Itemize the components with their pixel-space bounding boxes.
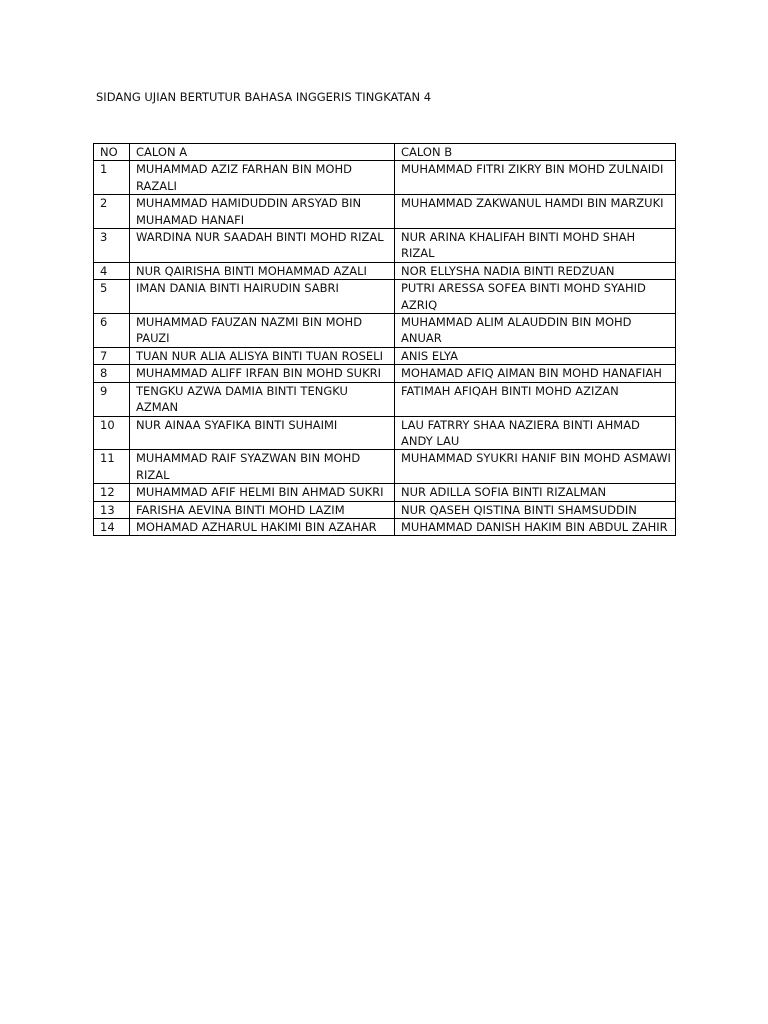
cell-no: 13 [94, 501, 130, 518]
cell-calon-b: NUR QASEH QISTINA BINTI SHAMSUDDIN [395, 501, 676, 518]
cell-no: 4 [94, 262, 130, 279]
cell-no: 3 [94, 229, 130, 263]
table-row [94, 347, 676, 364]
cell-calon-b: MUHAMMAD ALIM ALAUDDIN BIN MOHD ANUAR [395, 314, 676, 348]
cell-no: 6 [94, 314, 130, 348]
table-row [94, 161, 676, 195]
cell-calon-b: NOR ELLYSHA NADIA BINTI REDZUAN [395, 262, 676, 279]
table-row [94, 229, 676, 263]
cell-calon-a: MUHAMMAD FAUZAN NAZMI BIN MOHD PAUZI [130, 314, 395, 348]
cell-calon-a: FARISHA AEVINA BINTI MOHD LAZIM [130, 501, 395, 518]
cell-calon-a: MOHAMAD AZHARUL HAKIMI BIN AZAHAR [130, 518, 395, 535]
cell-no: 2 [94, 195, 130, 229]
cell-no: 12 [94, 484, 130, 501]
table-row [94, 382, 676, 416]
table-row [94, 262, 676, 279]
cell-calon-b: MUHAMMAD DANISH HAKIM BIN ABDUL ZAHIR [395, 518, 676, 535]
cell-calon-b: ANIS ELYA [395, 347, 676, 364]
table-row [94, 501, 676, 518]
header-calon-a: CALON A [130, 144, 395, 161]
cell-no: 14 [94, 518, 130, 535]
candidate-table [93, 143, 676, 536]
cell-no: 8 [94, 365, 130, 382]
cell-calon-b: NUR ADILLA SOFIA BINTI RIZALMAN [395, 484, 676, 501]
cell-calon-a: MUHAMMAD AZIZ FARHAN BIN MOHD RAZALI [130, 161, 395, 195]
table-row [94, 365, 676, 382]
cell-no: 9 [94, 382, 130, 416]
cell-calon-b: MUHAMMAD ZAKWANUL HAMDI BIN MARZUKI [395, 195, 676, 229]
cell-calon-b: PUTRI ARESSA SOFEA BINTI MOHD SYAHID AZRIQ [395, 280, 676, 314]
cell-calon-a: MUHAMMAD ALIFF IRFAN BIN MOHD SUKRI [130, 365, 395, 382]
cell-calon-a: TUAN NUR ALIA ALISYA BINTI TUAN ROSELI [130, 347, 395, 364]
cell-calon-b: NUR ARINA KHALIFAH BINTI MOHD SHAH RIZAL [395, 229, 676, 263]
cell-calon-b: MUHAMMAD SYUKRI HANIF BIN MOHD ASMAWI [395, 450, 676, 484]
table-row [94, 518, 676, 535]
cell-calon-b: MUHAMMAD FITRI ZIKRY BIN MOHD ZULNAIDI [395, 161, 676, 195]
header-calon-b: CALON B [395, 144, 676, 161]
cell-no: 10 [94, 416, 130, 450]
cell-calon-a: NUR QAIRISHA BINTI MOHAMMAD AZALI [130, 262, 395, 279]
table-row [94, 280, 676, 314]
document-title: SIDANG UJIAN BERTUTUR BAHASA INGGERIS TINGKATAN 4 [96, 90, 432, 104]
table-row [94, 450, 676, 484]
table-row [94, 416, 676, 450]
cell-calon-a: MUHAMMAD AFIF HELMI BIN AHMAD SUKRI [130, 484, 395, 501]
table-row [94, 314, 676, 348]
cell-calon-b: MOHAMAD AFIQ AIMAN BIN MOHD HANAFIAH [395, 365, 676, 382]
table-row [94, 484, 676, 501]
cell-calon-b: LAU FATRRY SHAA NAZIERA BINTI AHMAD ANDY LAU [395, 416, 676, 450]
cell-calon-a: TENGKU AZWA DAMIA BINTI TENGKU AZMAN [130, 382, 395, 416]
header-no: NO [94, 144, 130, 161]
table-header-row [94, 144, 676, 161]
cell-calon-b: FATIMAH AFIQAH BINTI MOHD AZIZAN [395, 382, 676, 416]
table-row [94, 195, 676, 229]
table-body [94, 161, 676, 536]
cell-no: 11 [94, 450, 130, 484]
cell-no: 7 [94, 347, 130, 364]
cell-calon-a: MUHAMMAD RAIF SYAZWAN BIN MOHD RIZAL [130, 450, 395, 484]
cell-calon-a: IMAN DANIA BINTI HAIRUDIN SABRI [130, 280, 395, 314]
cell-no: 5 [94, 280, 130, 314]
cell-calon-a: NUR AINAA SYAFIKA BINTI SUHAIMI [130, 416, 395, 450]
cell-calon-a: WARDINA NUR SAADAH BINTI MOHD RIZAL [130, 229, 395, 263]
cell-calon-a: MUHAMMAD HAMIDUDDIN ARSYAD BIN MUHAMAD HANAFI [130, 195, 395, 229]
cell-no: 1 [94, 161, 130, 195]
